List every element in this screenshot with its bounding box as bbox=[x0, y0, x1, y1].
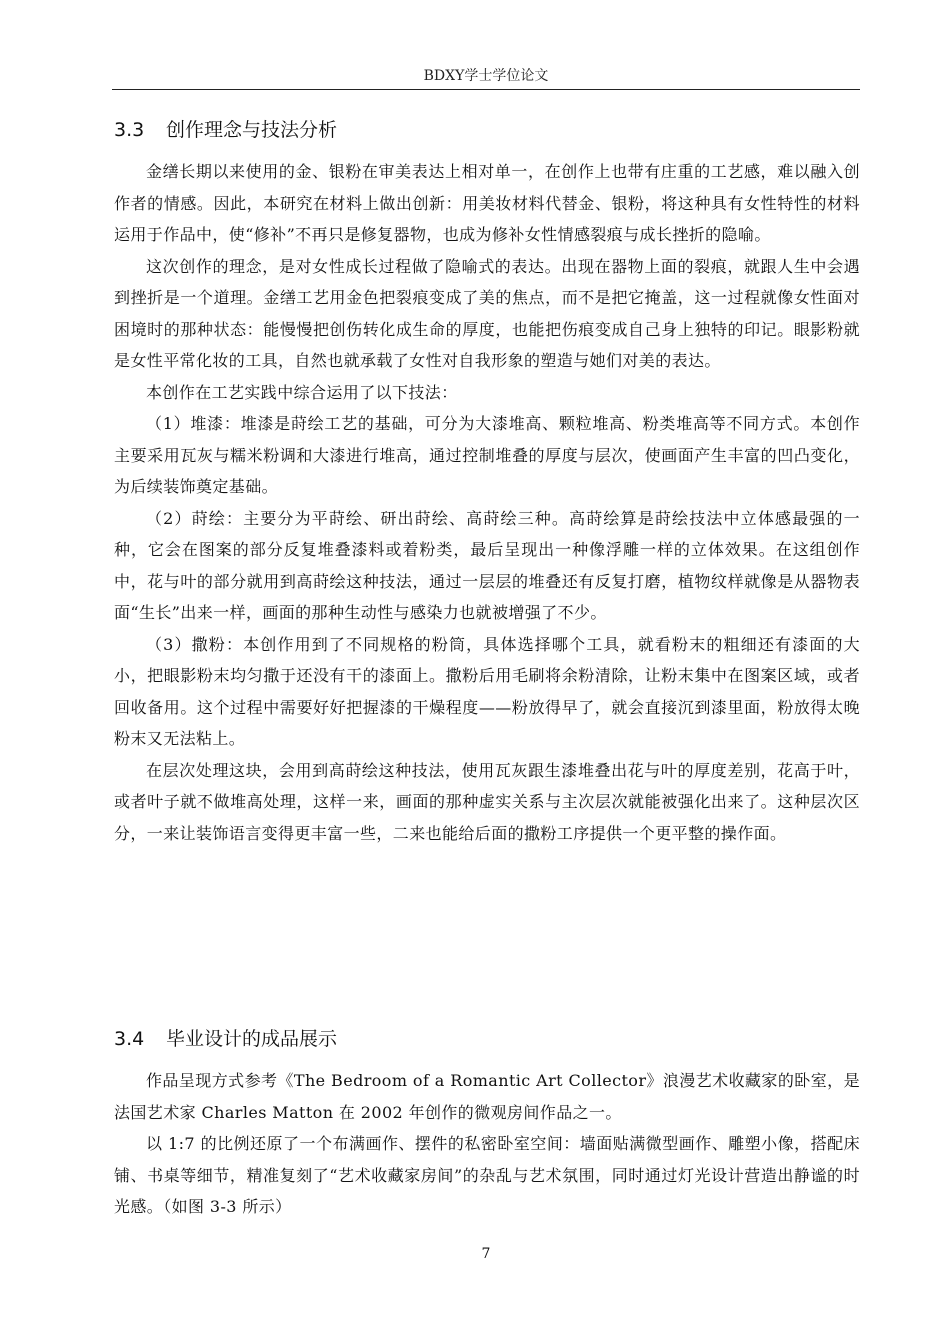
paragraph-technique-3: （3）撒粉：本创作用到了不同规格的粉筒，具体选择哪个工具，就看粉末的粗细还有漆面的大小，把眼影粉末均匀撒于还没有干的漆面上。撒粉后用毛刷将余粉清除，让粉末集中在图案区域，或者回收备用。这个过程中需要好好把握漆的干燥程度——粉放得早了，就会直接沉到漆里面，粉放得太晚粉末又无法粘上。 bbox=[114, 634, 860, 748]
paragraph: 这次创作的理念，是对女性成长过程做了隐喻式的表达。出现在器物上面的裂痕，就跟人生中会遇到挫折是一个道理。金缮工艺用金色把裂痕变成了美的焦点，而不是把它掩盖，这一过程就像女性面对困境时的那种状态：能慢慢把创伤转化成生命的厚度，也能把伤痕变成自己身上独特的印记。眼影粉就是女性平常化妆的工具，自然也就承载了女性对自我形象的塑造与她们对美的表达。 bbox=[114, 256, 860, 370]
paragraph: 金缮长期以来使用的金、银粉在审美表达上相对单一，在创作上也带有庄重的工艺感，难以融入创作者的情感。因此，本研究在材料上做出创新：用美妆材料代替金、银粉，将这种具有女性特性的材料运用于作品中，使“修补”不再只是修复器物，也成为修补女性情感裂痕与成长挫折的隐喻。 bbox=[114, 162, 860, 244]
paragraph-technique-1: （1）堆漆：堆漆是莳绘工艺的基础，可分为大漆堆高、颗粒堆高、粉类堆高等不同方式。本创作主要采用瓦灰与糯米粉调和大漆进行堆高，通过控制堆叠的厚度与层次，使画面产生丰富的凹凸变化，为后续装饰奠定基础。 bbox=[114, 414, 860, 496]
paragraph: 作品呈现方式参考《The Bedroom of a Romantic Art Collector》浪漫艺术收藏家的卧室，是法国艺术家 Charles Matton 在 2002 年创作的微观房间作品之一。 bbox=[114, 1071, 860, 1122]
header-divider bbox=[112, 89, 860, 90]
section-3-4 bbox=[114, 1024, 860, 1223]
paragraph: 本创作在工艺实践中综合运用了以下技法： bbox=[146, 382, 458, 402]
section-heading bbox=[114, 1024, 860, 1054]
section-title: 毕业设计的成品展示 bbox=[166, 1028, 338, 1050]
section-heading bbox=[114, 115, 860, 145]
page-header-title: BDXY学士学位论文 bbox=[423, 68, 549, 84]
paragraph: 以 1:7 的比例还原了一个布满画作、摆件的私密卧室空间：墙面贴满微型画作、雕塑小像，搭配床铺、书桌等细节，精准复刻了“艺术收藏家房间”的杂乱与艺术氛围，同时通过灯光设计营造出静谧的时光感。（如图 3-3 所示） bbox=[114, 1134, 860, 1216]
section-number: 3.3 bbox=[114, 119, 145, 141]
paragraph: 在层次处理这块，会用到高莳绘这种技法，使用瓦灰跟生漆堆叠出花与叶的厚度差别，花高于叶，或者叶子就不做堆高处理，这样一来，画面的那种虚实关系与主次层次就能被强化出来了。这种层次区分，一来让装饰语言变得更丰富一些，二来也能给后面的撒粉工序提供一个更平整的操作面。 bbox=[114, 760, 860, 843]
paragraph-technique-2: （2）莳绘：主要分为平莳绘、研出莳绘、高莳绘三种。高莳绘算是莳绘技法中立体感最强的一种，它会在图案的部分反复堆叠漆料或着粉类，最后呈现出一种像浮雕一样的立体效果。在这组创作中，花与叶的部分就用到高莳绘这种技法，通过一层层的堆叠还有反复打磨，植物纹样就像是从器物表面“生长”出来一样，画面的那种生动性与感染力也就被增强了不少。 bbox=[114, 508, 860, 622]
section-title: 创作理念与技法分析 bbox=[166, 119, 338, 141]
section-3-3 bbox=[114, 115, 860, 849]
page-number: 7 bbox=[481, 1246, 491, 1262]
section-number: 3.4 bbox=[114, 1028, 145, 1050]
